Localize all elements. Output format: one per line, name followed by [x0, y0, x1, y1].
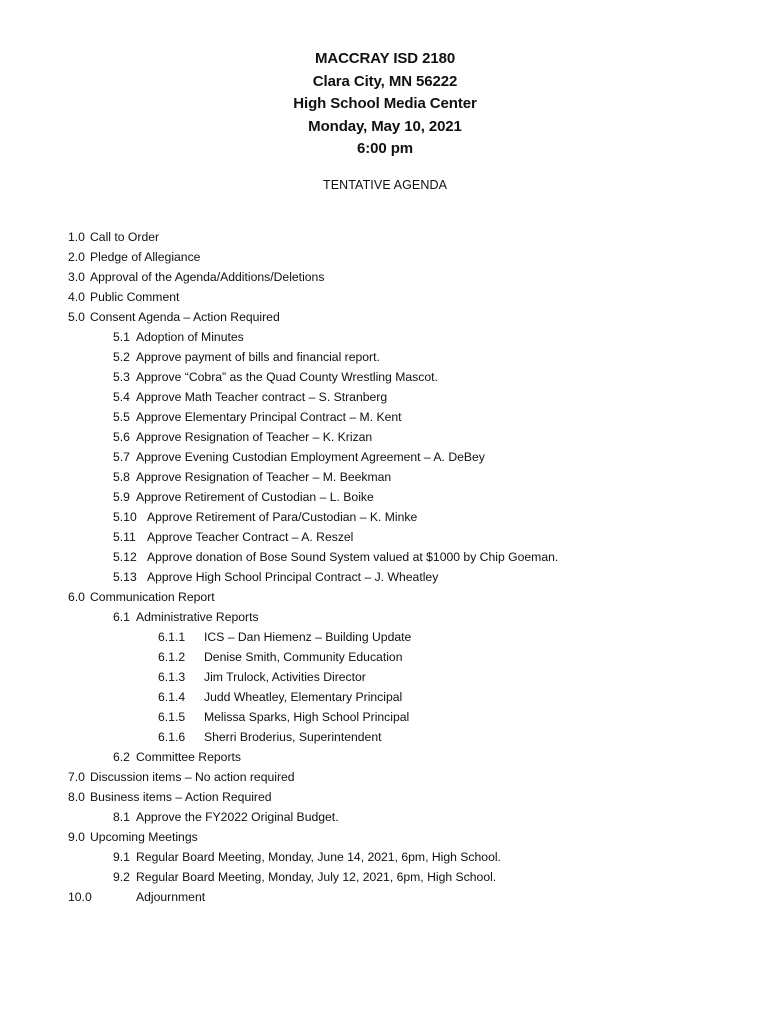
agenda-subsubitem-number: 6.1.4	[158, 690, 186, 704]
agenda-subitem-number: 5.4	[113, 390, 130, 404]
agenda-subitem-text: Adoption of Minutes	[136, 330, 244, 344]
meeting-venue: High School Media Center	[293, 95, 477, 112]
document-subtitle: TENTATIVE AGENDA	[322, 178, 448, 192]
agenda-subsubitem-text: Jim Trulock, Activities Director	[204, 670, 366, 684]
agenda-subitem-text: Approve Retirement of Custodian – L. Boike	[136, 490, 374, 504]
agenda-subitem-text: Approve payment of bills and financial report.	[136, 350, 380, 364]
agenda-item-text: Consent Agenda – Action Required	[90, 310, 280, 324]
agenda-subitem-number: 6.1	[113, 610, 130, 624]
agenda-item-text: Pledge of Allegiance	[90, 250, 201, 264]
agenda-subsubitem-text: Denise Smith, Community Education	[204, 650, 403, 664]
agenda-subitem-text: Administrative Reports	[136, 610, 259, 624]
agenda-subitem-text: Regular Board Meeting, Monday, June 14, 2021, 6pm, High School.	[136, 850, 501, 864]
agenda-subitem	[0, 807, 770, 827]
agenda-subitem	[0, 487, 770, 507]
agenda-item	[0, 287, 770, 307]
agenda-subsubitem	[0, 627, 770, 647]
agenda-item-text: Business items – Action Required	[90, 790, 272, 804]
agenda-subitem-number: 5.12	[113, 550, 137, 564]
agenda-item-number: 9.0	[68, 830, 85, 844]
agenda-subsubitem-text: Melissa Sparks, High School Principal	[204, 710, 410, 724]
agenda-subitem	[0, 467, 770, 487]
agenda-subitem-number: 5.11	[113, 530, 136, 544]
agenda-subitem	[0, 567, 770, 587]
agenda-item-number: 5.0	[68, 310, 85, 324]
agenda-subitem-text: Approve Math Teacher contract – S. Stranberg	[136, 390, 388, 404]
agenda-item-number: 10.0	[68, 890, 92, 904]
agenda-subitem	[0, 427, 770, 447]
agenda-subitem-number: 5.13	[113, 570, 137, 584]
agenda-subsubitem-number: 6.1.6	[158, 730, 186, 744]
meeting-date: Monday, May 10, 2021	[308, 117, 462, 135]
agenda-subitem-text: Regular Board Meeting, Monday, July 12, 2021, 6pm, High School.	[136, 870, 497, 884]
agenda-item-number: 4.0	[68, 290, 85, 304]
agenda-item	[0, 887, 770, 907]
agenda-subitem-text: Approve Resignation of Teacher – K. Krizan	[136, 430, 373, 444]
agenda-item-text: Upcoming Meetings	[90, 830, 198, 844]
agenda-item	[0, 767, 770, 787]
agenda-subitem-text: Committee Reports	[136, 750, 241, 764]
agenda-item-number: 6.0	[68, 590, 85, 604]
agenda-subitem-text: Approve High School Principal Contract – J. Wheatley	[147, 570, 439, 584]
agenda-subitem-text: Approve donation of Bose Sound System valued at $1000 by Chip Goeman.	[147, 550, 559, 564]
agenda-subsubitem	[0, 667, 770, 687]
agenda-item-text: Approval of the Agenda/Additions/Deletions	[90, 270, 325, 284]
agenda-subitem	[0, 607, 770, 627]
agenda-subitem-number: 5.10	[113, 510, 137, 524]
agenda-item-text: Adjournment	[136, 890, 206, 904]
agenda-item-number: 3.0	[68, 270, 85, 284]
agenda-subitem-number: 9.1	[113, 850, 130, 864]
agenda-item-text: Public Comment	[90, 290, 180, 304]
agenda-subitem-text: Approve Teacher Contract – A. Reszel	[147, 530, 354, 544]
agenda-subsubitem-text: ICS – Dan Hiemenz – Building Update	[204, 630, 412, 644]
agenda-subitem-number: 9.2	[113, 870, 130, 884]
agenda-subsubitem	[0, 687, 770, 707]
agenda-subsubitem-number: 6.1.2	[158, 650, 186, 664]
agenda-item-number: 1.0	[68, 230, 85, 244]
district-location: Clara City, MN 56222	[312, 72, 458, 90]
agenda-item-text: Call to Order	[90, 230, 160, 244]
agenda-subitem-number: 5.5	[113, 410, 130, 424]
agenda-subitem	[0, 747, 770, 767]
agenda-subsubitem	[0, 727, 770, 747]
agenda-subsubitem-text: Sherri Broderius, Superintendent	[204, 730, 382, 744]
agenda-item-number: 8.0	[68, 790, 85, 804]
agenda-subitem	[0, 387, 770, 407]
agenda-subitem	[0, 327, 770, 347]
agenda-subitem	[0, 347, 770, 367]
agenda-item	[0, 787, 770, 807]
agenda-subitem-number: 6.2	[113, 750, 130, 764]
agenda-subsubitem	[0, 647, 770, 667]
agenda-item-text: Discussion items – No action required	[90, 770, 295, 784]
agenda-subsubitem	[0, 707, 770, 727]
meeting-time: 6:00 pm	[357, 140, 413, 157]
document-header	[0, 48, 770, 161]
district-name: MACCRAY ISD 2180	[314, 50, 456, 67]
agenda-subitem-number: 5.3	[113, 370, 130, 384]
agenda-subitem-text: Approve Elementary Principal Contract – M. Kent	[136, 410, 402, 424]
agenda-subsubitem-number: 6.1.5	[158, 710, 186, 724]
agenda-subitem	[0, 507, 770, 527]
agenda-subitem	[0, 447, 770, 467]
agenda-subitem-number: 5.9	[113, 490, 130, 504]
agenda-subitem	[0, 367, 770, 387]
agenda-subitem-number: 5.1	[113, 330, 130, 344]
agenda-subitem	[0, 867, 770, 887]
agenda-item	[0, 827, 770, 847]
agenda-subsubitem-number: 6.1.3	[158, 670, 186, 684]
agenda-item-text: Communication Report	[90, 590, 215, 604]
agenda-item	[0, 247, 770, 267]
agenda-subitem-text: Approve “Cobra” as the Quad County Wrestling Mascot.	[136, 370, 438, 384]
agenda-subitem-number: 5.2	[113, 350, 130, 364]
agenda-list	[0, 227, 770, 907]
agenda-subitem-text: Approve Evening Custodian Employment Agreement – A. DeBey	[136, 450, 485, 464]
agenda-subitem-number: 5.6	[113, 430, 130, 444]
agenda-subsubitem-number: 6.1.1	[158, 630, 186, 644]
agenda-subitem	[0, 547, 770, 567]
agenda-subitem-text: Approve Resignation of Teacher – M. Beekman	[136, 470, 392, 484]
agenda-item-number: 7.0	[68, 770, 85, 784]
agenda-item-number: 2.0	[68, 250, 85, 264]
agenda-item	[0, 267, 770, 287]
agenda-subitem-number: 5.8	[113, 470, 130, 484]
agenda-subitem	[0, 527, 770, 547]
agenda-subsubitem-text: Judd Wheatley, Elementary Principal	[204, 690, 403, 704]
agenda-subitem-text: Approve Retirement of Para/Custodian – K. Minke	[147, 510, 418, 524]
agenda-item	[0, 587, 770, 607]
agenda-subitem-text: Approve the FY2022 Original Budget.	[136, 810, 339, 824]
agenda-subitem-number: 8.1	[113, 810, 130, 824]
agenda-item	[0, 307, 770, 327]
agenda-subitem	[0, 847, 770, 867]
agenda-item	[0, 227, 770, 247]
agenda-subitem-number: 5.7	[113, 450, 130, 464]
agenda-subitem	[0, 407, 770, 427]
